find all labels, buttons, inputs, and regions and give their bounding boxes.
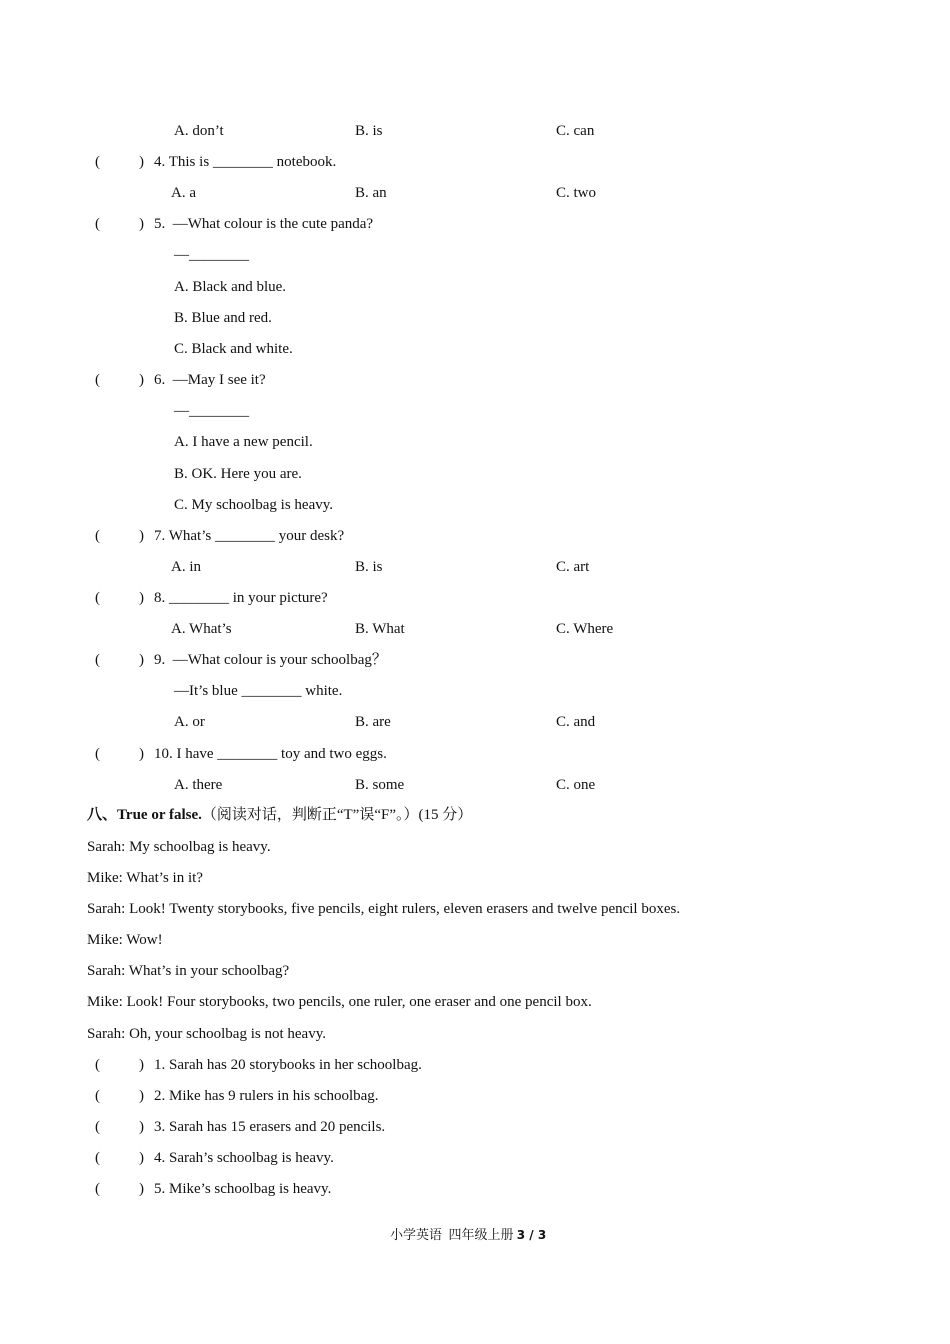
tf-statement: 4. Sarah’s schoolbag is heavy. xyxy=(154,1150,334,1166)
answer-paren-close: ) xyxy=(139,1181,144,1197)
option-a: A. or xyxy=(174,714,205,730)
option-a: A. there xyxy=(174,777,223,793)
dialogue-line: Mike: Wow! xyxy=(87,932,163,948)
dialogue-line: Sarah: Look! Twenty storybooks, five pencils, eight rulers, eleven erasers and twelve pencil boxes. xyxy=(87,901,681,917)
section-instruction-cn: （阅读对话，判断正“T”误“F”。）(15 分） xyxy=(201,807,473,823)
option-c: C. can xyxy=(556,123,595,139)
answer-paren-close: ) xyxy=(139,372,144,388)
dialogue-line: Mike: Look! Four storybooks, two pencils, one ruler, one eraser and one pencil box. xyxy=(87,994,592,1010)
option-b: B. OK. Here you are. xyxy=(174,466,302,482)
answer-paren-open: ( xyxy=(95,1057,100,1073)
answer-paren-close: ) xyxy=(139,528,144,544)
answer-paren-close: ) xyxy=(139,590,144,606)
dialogue-line: Sarah: Oh, your schoolbag is not heavy. xyxy=(87,1026,326,1042)
dialogue-line: Sarah: What’s in your schoolbag? xyxy=(87,963,290,979)
dialogue-line: Sarah: My schoolbag is heavy. xyxy=(87,839,271,855)
option-b: B. some xyxy=(355,777,405,793)
answer-paren-open: ( xyxy=(95,372,100,388)
option-b: B. is xyxy=(355,123,383,139)
tf-statement: 5. Mike’s schoolbag is heavy. xyxy=(154,1181,332,1197)
question-stem: 9. —What colour is your schoolbag？ xyxy=(154,652,387,668)
question-stem: 4. This is ________ notebook. xyxy=(154,154,337,170)
answer-paren-close: ) xyxy=(139,1088,144,1104)
question-stem: 6. —May I see it? xyxy=(154,372,266,388)
option-a: A. in xyxy=(171,559,201,575)
option-c: C. Black and white. xyxy=(174,341,293,357)
option-a: A. Black and blue. xyxy=(174,279,287,295)
page-number: 3 / 3 xyxy=(516,1228,547,1242)
question-stem: 10. I have ________ toy and two eggs. xyxy=(154,746,387,762)
answer-paren-open: ( xyxy=(95,1088,100,1104)
answer-paren-close: ) xyxy=(139,154,144,170)
option-c: C. Where xyxy=(556,621,614,637)
question-stem: 7. What’s ________ your desk? xyxy=(154,528,345,544)
option-b: B. an xyxy=(355,185,387,201)
question-stem: 8. ________ in your picture? xyxy=(154,590,328,606)
option-c: C. two xyxy=(556,185,597,201)
answer-blank: —________ xyxy=(174,403,249,419)
section-title-en: True or false. xyxy=(117,807,202,823)
answer-paren-open: ( xyxy=(95,528,100,544)
option-b: B. What xyxy=(355,621,405,637)
option-a: A. don’t xyxy=(174,123,224,139)
option-c: C. one xyxy=(556,777,596,793)
answer-paren-open: ( xyxy=(95,1150,100,1166)
answer-blank: —________ xyxy=(174,247,249,263)
answer-paren-open: ( xyxy=(95,746,100,762)
answer-paren-close: ) xyxy=(139,1057,144,1073)
question-line-2: —It’s blue ________ white. xyxy=(174,683,343,699)
question-stem: 5. —What colour is the cute panda? xyxy=(154,216,374,232)
option-b: B. are xyxy=(355,714,391,730)
option-a: A. What’s xyxy=(171,621,232,637)
tf-statement: 2. Mike has 9 rulers in his schoolbag. xyxy=(154,1088,379,1104)
section-heading xyxy=(87,806,472,824)
answer-paren-open: ( xyxy=(95,652,100,668)
option-b: B. is xyxy=(355,559,383,575)
page-footer xyxy=(390,1226,546,1244)
option-c: C. My schoolbag is heavy. xyxy=(174,497,334,513)
option-c: C. and xyxy=(556,714,596,730)
option-b: B. Blue and red. xyxy=(174,310,272,326)
answer-paren-open: ( xyxy=(95,154,100,170)
answer-paren-close: ) xyxy=(139,746,144,762)
answer-paren-close: ) xyxy=(139,1119,144,1135)
answer-paren-open: ( xyxy=(95,216,100,232)
option-a: A. I have a new pencil. xyxy=(174,434,313,450)
tf-statement: 1. Sarah has 20 storybooks in her schoolbag. xyxy=(154,1057,422,1073)
answer-paren-close: ) xyxy=(139,216,144,232)
answer-paren-close: ) xyxy=(139,1150,144,1166)
answer-paren-close: ) xyxy=(139,652,144,668)
dialogue-line: Mike: What’s in it? xyxy=(87,870,203,886)
answer-paren-open: ( xyxy=(95,1119,100,1135)
section-number: 八、 xyxy=(87,807,118,823)
option-a: A. a xyxy=(171,185,196,201)
answer-paren-open: ( xyxy=(95,1181,100,1197)
option-c: C. art xyxy=(556,559,590,575)
tf-statement: 3. Sarah has 15 erasers and 20 pencils. xyxy=(154,1119,386,1135)
answer-paren-open: ( xyxy=(95,590,100,606)
footer-text: 小学英语 四年级上册 xyxy=(390,1227,517,1242)
